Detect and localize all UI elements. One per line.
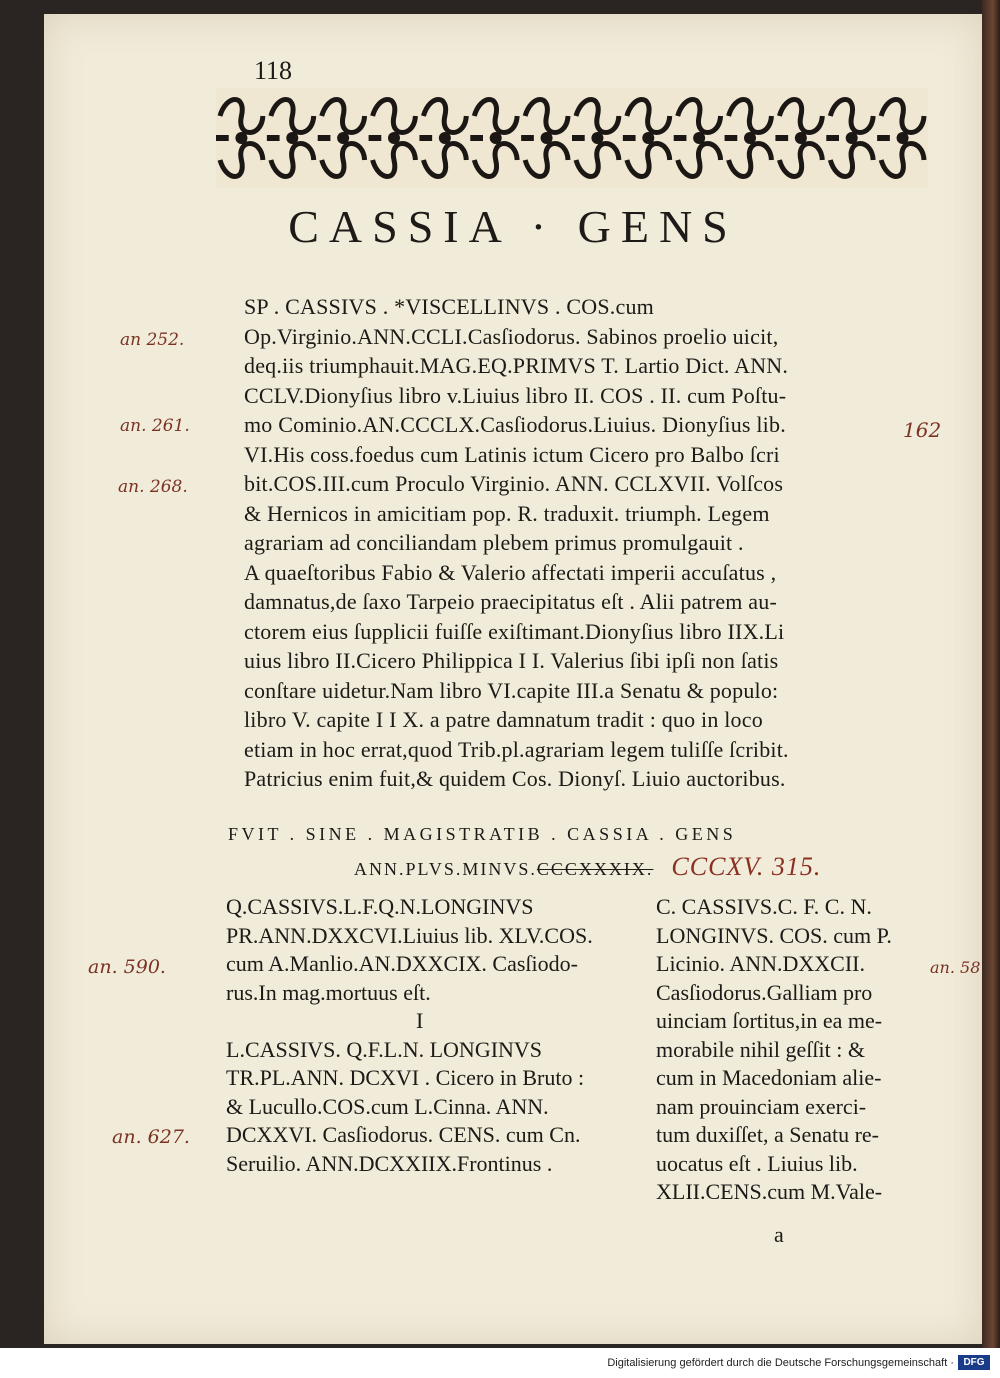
ornamental-headpiece <box>216 88 928 188</box>
page-number: 118 <box>254 56 293 85</box>
text-line: C. CASSIVS.C. F. C. N. <box>656 894 872 919</box>
text-line: Patricius enim fuit,& quidem Cos. Dionyſ. Liuio auctoribus. <box>244 766 786 791</box>
ornament-bar <box>318 135 331 141</box>
text-line: SP . CASSIVS . *VISCELLINVS . COS.cum <box>244 294 654 319</box>
page-title: CASSIA · GENS <box>288 201 738 252</box>
ornament-bar <box>725 135 738 141</box>
text-line: damnatus,de ſaxo Tarpeio praecipitatus eſt . Alii patrem au- <box>244 589 777 614</box>
fuit-heading-line1: FVIT . SINE . MAGISTRATIB . CASSIA . GENS <box>228 824 737 844</box>
ornament-bar <box>267 135 280 141</box>
text-line: morabile nihil geſſit : & <box>656 1036 865 1062</box>
margin-note: an. 590. <box>88 956 166 978</box>
ornament-bar <box>775 135 788 141</box>
ornament-bar <box>521 135 534 141</box>
ornament-bar <box>877 135 890 141</box>
text-line: cum in Macedoniam alie- <box>656 1065 882 1090</box>
text-line: agrariam ad conciliandam plebem primus promulgauit . <box>244 530 744 555</box>
ornament-bar <box>470 135 483 141</box>
ornament-bar <box>674 135 687 141</box>
handwritten-correction: CCCXV. 315. <box>671 852 822 881</box>
text-line: conſtare uidetur.Nam libro VI.capite III.a Senatu & populo: <box>244 677 779 703</box>
text-line: XLII.CENS.cum M.Vale- <box>656 1179 883 1204</box>
text-line: Casſiodorus.Galliam pro <box>656 979 873 1005</box>
ornament-dot <box>591 132 603 144</box>
ornament-dot <box>846 132 858 144</box>
ornament-dot <box>337 132 349 144</box>
ornament-dot <box>286 132 298 144</box>
ornament-bar <box>826 135 839 141</box>
text-line: I <box>416 1008 424 1033</box>
text-line: libro V. capite I I X. a patre damnatum tradit : quo in loco <box>244 707 763 732</box>
ornament-dot <box>642 132 654 144</box>
ornament-dot <box>541 132 553 144</box>
margin-note: an. 268. <box>118 477 188 497</box>
text-line: CCLV.Dionyſius libro v.Liuius libro II. COS . II. cum Poſtu- <box>244 382 787 408</box>
text-line: PR.ANN.DXXCVI.Liuius lib. XLV.COS. <box>226 922 593 948</box>
margin-note: an. 261. <box>120 416 190 436</box>
margin-note: 162 <box>903 418 942 442</box>
text-line: Q.CASSIVS.L.F.Q.N.LONGINVS <box>226 894 534 919</box>
text-line: & Hernicos in amicitiam pop. R. traduxit. triumph. Legem <box>244 500 770 526</box>
ornament-dot <box>235 132 247 144</box>
ornament-dot <box>897 132 909 144</box>
text-line: uinciam ſortitus,in ea me- <box>656 1008 883 1033</box>
ornament-dot <box>490 132 502 144</box>
ornament-dot <box>439 132 451 144</box>
text-line: DCXXVI. Casſiodorus. CENS. cum Cn. <box>226 1122 581 1147</box>
footer-credit: Digitalisierung gefördert durch die Deutsche Forschungsgemeinschaft · <box>607 1357 954 1369</box>
text-line: VI.His coss.foedus cum Latinis ictum Cicero pro Balbo ſcri <box>244 441 780 467</box>
text-line: tum duxiſſet, a Senatu re- <box>656 1122 879 1147</box>
text-line: uius libro II.Cicero Philippica I I. Valerius ſibi ipſi non ſatis <box>244 648 779 673</box>
text-line: & Lucullo.COS.cum L.Cinna. ANN. <box>226 1093 549 1119</box>
fuit-heading-line2 <box>354 852 821 882</box>
signature-mark: a <box>774 1222 784 1247</box>
ornament-bar <box>572 135 585 141</box>
ornament-bar <box>369 135 382 141</box>
text-line: Seruilio. ANN.DCXXIIX.Frontinus . <box>226 1150 553 1176</box>
fuit-heading-text: ANN.PLVS.MINVS. <box>354 859 537 879</box>
text-line: L.CASSIVS. Q.F.L.N. LONGINVS <box>226 1036 543 1062</box>
ornament-dot <box>795 132 807 144</box>
text-line: A quaeſtoribus Fabio & Valerio affectati imperii accuſatus , <box>244 559 777 585</box>
text-line: cum A.Manlio.AN.DXXCIX. Casſiodo- <box>226 951 578 976</box>
book-spine-edge <box>982 0 1000 1348</box>
margin-note: an. 627. <box>112 1126 190 1148</box>
ornament-dot <box>388 132 400 144</box>
text-line: TR.PL.ANN. DCXVI . Cicero in Bruto : <box>226 1065 585 1090</box>
footer-bar <box>0 1348 1000 1378</box>
text-line: rus.In mag.mortuus eſt. <box>226 979 431 1005</box>
margin-note: an. 58 <box>930 958 981 977</box>
text-line: Licinio. ANN.DXXCII. <box>656 951 865 976</box>
ornament-bar <box>216 135 229 141</box>
text-line: Op.Virginio.ANN.CCLI.Casſiodorus. Sabinos proelio uicit, <box>244 323 779 349</box>
text-line: bit.COS.III.cum Proculo Virginio. ANN. CCLXVII. Volſcos <box>244 471 784 496</box>
struck-number: CCCXXXIX. <box>536 859 654 879</box>
ornament-bar <box>419 135 432 141</box>
text-line: nam prouinciam exerci- <box>656 1093 867 1119</box>
ornament-dot <box>744 132 756 144</box>
ornament-dot <box>693 132 705 144</box>
text-line: LONGINVS. COS. cum P. <box>656 922 892 948</box>
dfg-logo: DFG <box>958 1355 990 1370</box>
text-line: mo Cominio.AN.CCCLX.Casſiodorus.Liuius. Dionyſius lib. <box>244 412 786 437</box>
margin-note: an 252. <box>120 330 185 350</box>
ornament-bar <box>623 135 636 141</box>
text-line: uocatus eſt . Liuius lib. <box>656 1150 858 1176</box>
text-line: ctorem eius ſupplicii fuiſſe exiſtimant.Dionyſius libro IIX.Li <box>244 618 785 644</box>
text-line: etiam in hoc errat,quod Trib.pl.agrariam legem tuliſſe ſcribit. <box>244 736 789 762</box>
text-line: deq.iis triumphauit.MAG.EQ.PRIMVS T. Lartio Dict. ANN. <box>244 353 789 378</box>
